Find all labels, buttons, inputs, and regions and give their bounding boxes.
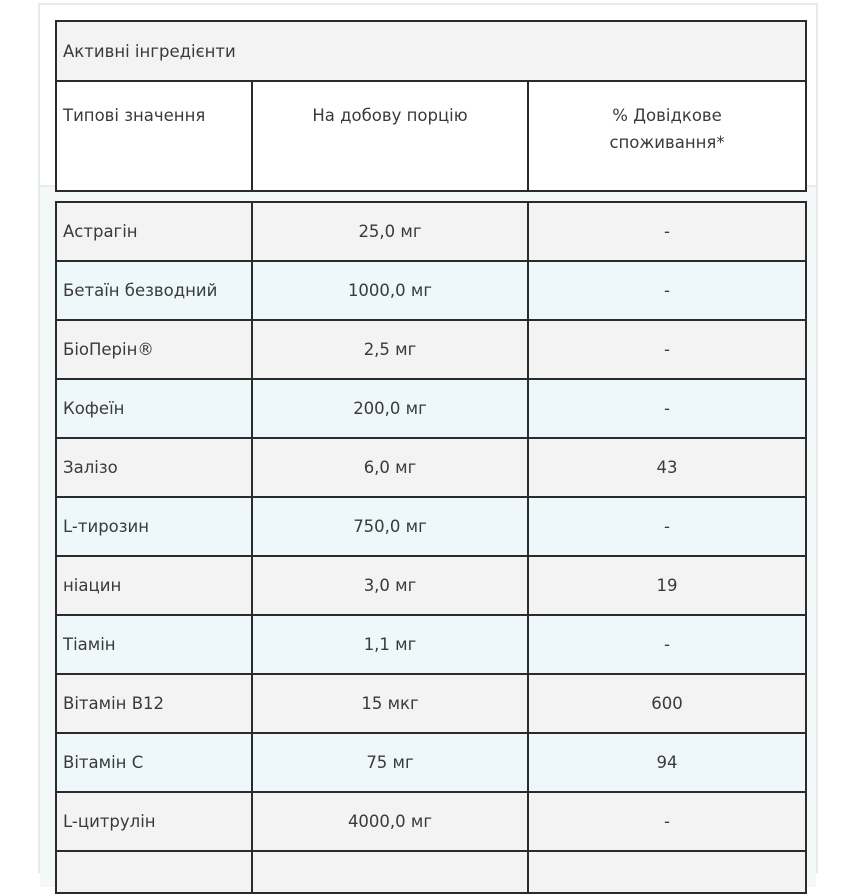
ingredient-name: Вітамін С bbox=[56, 733, 252, 792]
ingredient-amount: 2,5 мг bbox=[252, 320, 528, 379]
ingredient-reference-intake: - bbox=[528, 615, 806, 674]
ingredient-name: Кофеїн bbox=[56, 379, 252, 438]
ingredient-reference-intake: 94 bbox=[528, 733, 806, 792]
ingredient-name: БіоПерін® bbox=[56, 320, 252, 379]
ingredient-amount: 75 мг bbox=[252, 733, 528, 792]
ingredient-name: Тіамін bbox=[56, 615, 252, 674]
table-row bbox=[56, 497, 806, 556]
table-row-partial bbox=[56, 851, 806, 893]
ingredient-reference-intake: - bbox=[528, 320, 806, 379]
table-row bbox=[56, 261, 806, 320]
table-row bbox=[56, 320, 806, 379]
ingredient-name: Вітамін В12 bbox=[56, 674, 252, 733]
ingredient-reference-intake: - bbox=[528, 261, 806, 320]
ingredient-name: Астрагін bbox=[56, 202, 252, 261]
ingredient-amount: 1,1 мг bbox=[252, 615, 528, 674]
ingredient-name: ніацин bbox=[56, 556, 252, 615]
ingredient-name: Залізо bbox=[56, 438, 252, 497]
ingredient-reference-intake: - bbox=[528, 379, 806, 438]
table-row bbox=[56, 438, 806, 497]
ingredient-name: L-тирозин bbox=[56, 497, 252, 556]
ingredient-amount: 750,0 мг bbox=[252, 497, 528, 556]
ingredient-amount: 25,0 мг bbox=[252, 202, 528, 261]
ingredient-amount: 1000,0 мг bbox=[252, 261, 528, 320]
ingredient-amount: 200,0 мг bbox=[252, 379, 528, 438]
column-header-row bbox=[56, 81, 806, 191]
reference-intake-label: % Довідкове споживання* bbox=[609, 106, 725, 152]
ingredient-amount: 6,0 мг bbox=[252, 438, 528, 497]
ingredient-reference-intake: 43 bbox=[528, 438, 806, 497]
ingredient-name: L-цитрулін bbox=[56, 792, 252, 851]
ingredients-header-table bbox=[55, 20, 807, 192]
table-row bbox=[56, 202, 806, 261]
column-header-reference-intake bbox=[528, 81, 806, 191]
ingredients-table bbox=[55, 201, 807, 894]
empty-cell bbox=[56, 851, 252, 893]
ingredient-name: Бетаїн безводний bbox=[56, 261, 252, 320]
table-row bbox=[56, 556, 806, 615]
ingredient-amount: 15 мкг bbox=[252, 674, 528, 733]
ingredient-reference-intake: - bbox=[528, 202, 806, 261]
column-header-per-daily-serving: На добову порцію bbox=[252, 81, 528, 191]
table-title-row bbox=[56, 21, 806, 81]
table-row bbox=[56, 379, 806, 438]
column-header-typical-values: Типові значення bbox=[56, 81, 252, 191]
table-row bbox=[56, 674, 806, 733]
table-title: Активні інгредієнти bbox=[56, 21, 806, 81]
table-row bbox=[56, 615, 806, 674]
ingredient-reference-intake: - bbox=[528, 792, 806, 851]
ingredient-reference-intake: 600 bbox=[528, 674, 806, 733]
ingredient-reference-intake: - bbox=[528, 497, 806, 556]
ingredient-reference-intake: 19 bbox=[528, 556, 806, 615]
empty-cell bbox=[528, 851, 806, 893]
ingredient-amount: 4000,0 мг bbox=[252, 792, 528, 851]
table-row bbox=[56, 733, 806, 792]
empty-cell bbox=[252, 851, 528, 893]
ingredient-amount: 3,0 мг bbox=[252, 556, 528, 615]
table-row bbox=[56, 792, 806, 851]
